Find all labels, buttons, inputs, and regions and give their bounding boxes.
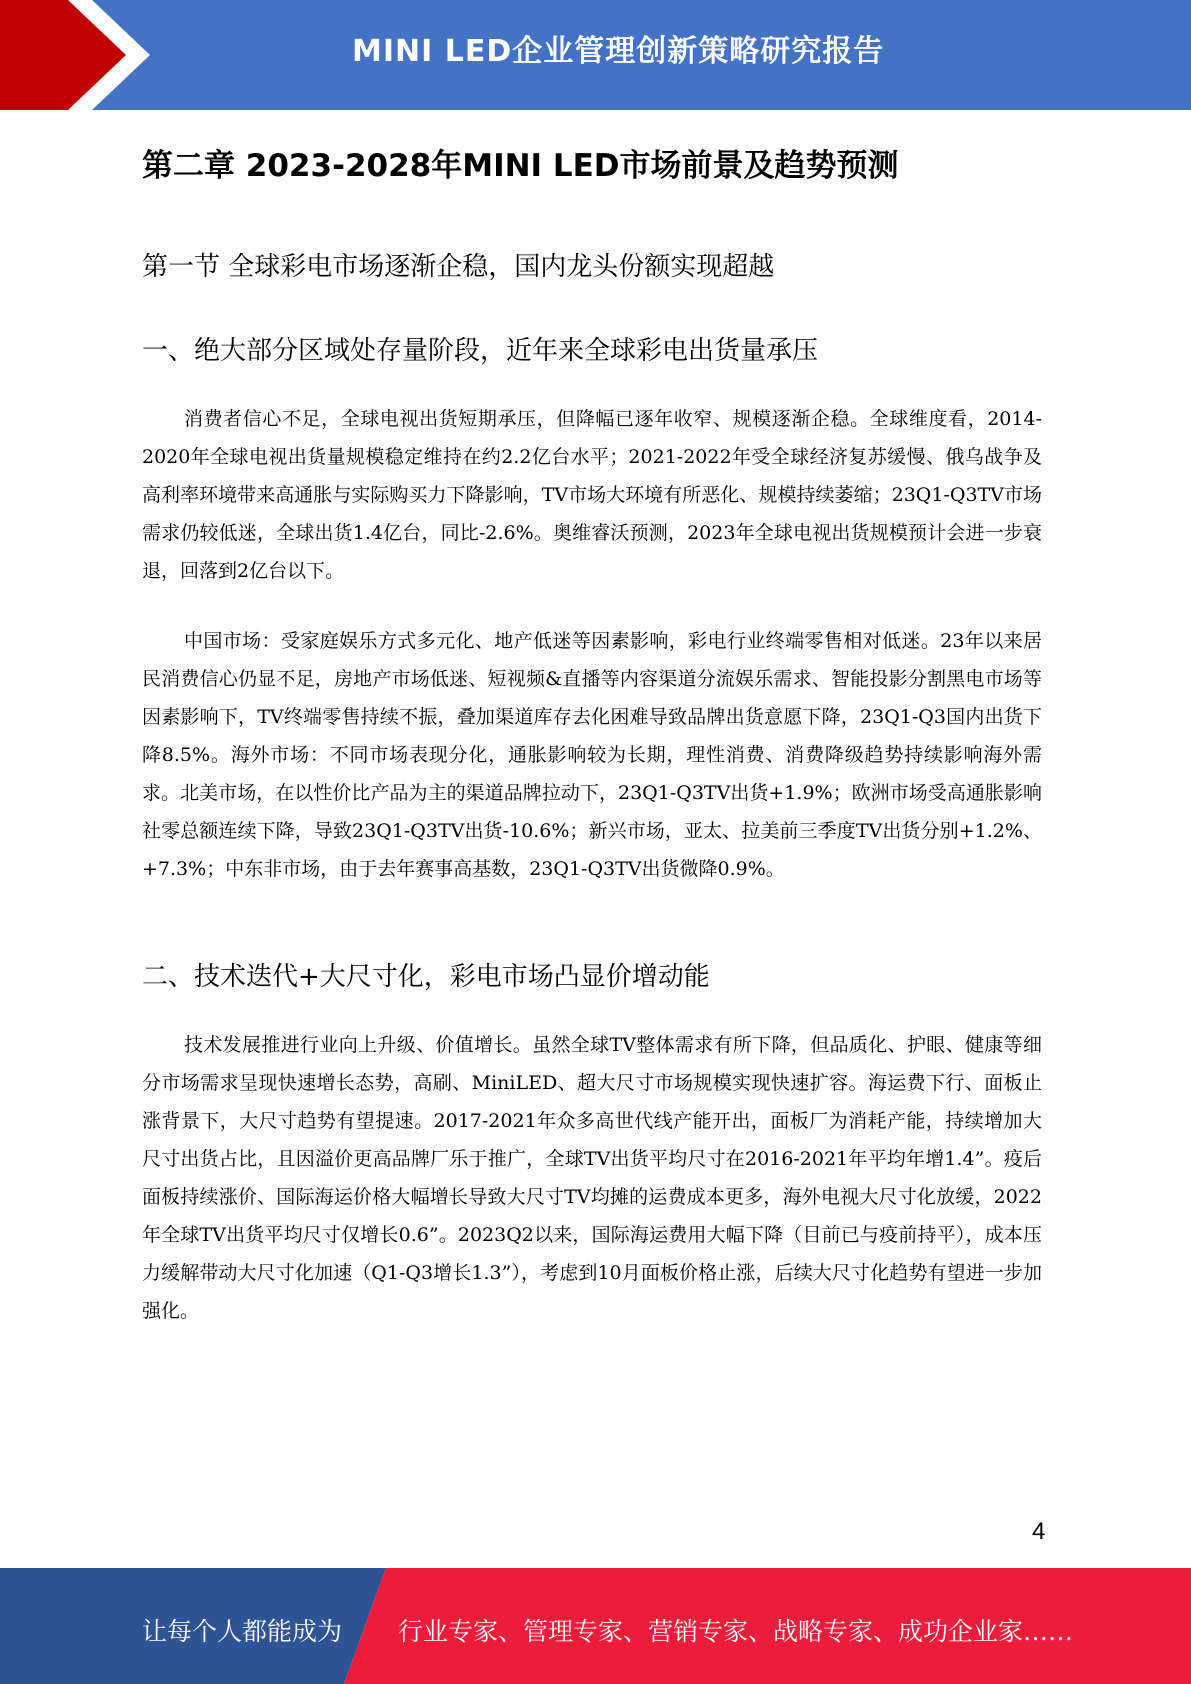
paragraph-2: 中国市场：受家庭娱乐方式多元化、地产低迷等因素影响，彩电行业终端零售相对低迷。23年以来居民消费信心仍显不足，房地产市场低迷、短视频&直播等内容渠道分流娱乐需求、智能投影分割黑电市场等因素影响下，TV终端零售持续不振，叠加渠道库存去化困难导致品牌出货意愿下降，23Q1-Q3国内出货下降8.5%。海外市场：不同市场表现分化，通胀影响较为长期，理性消费、消费降级趋势持续影响海外需求。北美市场，在以性价比产品为主的渠道品牌拉动下，23Q1-Q3TV出货+1.9%；欧洲市场受高通胀影响社零总额连续下降，导致23Q1-Q3TV出货-10.6%；新兴市场，亚太、拉美前三季度TV出货分别+1.2%、+7.3%；中东非市场，由于去年赛事高基数，23Q1-Q3TV出货微降0.9%。 xyxy=(142,630,1042,880)
page-number: 4 xyxy=(1032,1518,1046,1545)
header-chevron-decoration xyxy=(0,0,150,110)
header-bar xyxy=(0,0,1191,110)
report-title: MINI LED企业管理创新策略研究报告 xyxy=(352,34,885,69)
footer-slogan-left: 让每个人都能成为 xyxy=(142,1617,343,1646)
subsection-title-1: 一、绝大部分区域处存量阶段，近年来全球彩电出货量承压 xyxy=(142,336,819,366)
chapter-title: 第二章 2023-2028年MINI LED市场前景及趋势预测 xyxy=(142,148,899,184)
subsection-title-2: 二、技术迭代+大尺寸化，彩电市场凸显价增动能 xyxy=(142,962,710,992)
paragraph-3: 技术发展推进行业向上升级、价值增长。虽然全球TV整体需求有所下降，但品质化、护眼、健康等细分市场需求呈现快速增长态势，高刷、MiniLED、超大尺寸市场规模实现快速扩容。海运费下行、面板止涨背景下，大尺寸趋势有望提速。2017-2021年众多高世代线产能开出，面板厂为消耗产能，持续增加大尺寸出货占比，且因溢价更高品牌厂乐于推广，全球TV出货平均尺寸在2016-2021年平均年增1.4”。疫后面板持续涨价、国际海运价格大幅增长导致大尺寸TV均摊的运费成本更多，海外电视大尺寸化放缓，2022年全球TV出货平均尺寸仅增长0.6”。2023Q2以来，国际海运费用大幅下降（目前已与疫前持平），成本压力缓解带动大尺寸化加速（Q1-Q3增长1.3”），考虑到10月面板价格止涨，后续大尺寸化趋势有望进一步加强化。 xyxy=(142,1034,1042,1322)
section-title: 第一节 全球彩电市场逐渐企稳，国内龙头份额实现超越 xyxy=(142,252,775,282)
paragraph-1: 消费者信心不足，全球电视出货短期承压，但降幅已逐年收窄、规模逐渐企稳。全球维度看，2014-2020年全球电视出货量规模稳定维持在约2.2亿台水平；2021-2022年受全球经济复苏缓慢、俄乌战争及高利率环境带来高通胀与实际购买力下降影响，TV市场大环境有所恶化、规模持续萎缩；23Q1-Q3TV市场需求仍较低迷，全球出货1.4亿台，同比-2.6%。奥维睿沃预测，2023年全球电视出货规模预计会进一步衰退，回落到2亿台以下。 xyxy=(142,408,1042,582)
footer-slogan-right: 行业专家、管理专家、营销专家、战略专家、成功企业家…… xyxy=(398,1617,1074,1646)
